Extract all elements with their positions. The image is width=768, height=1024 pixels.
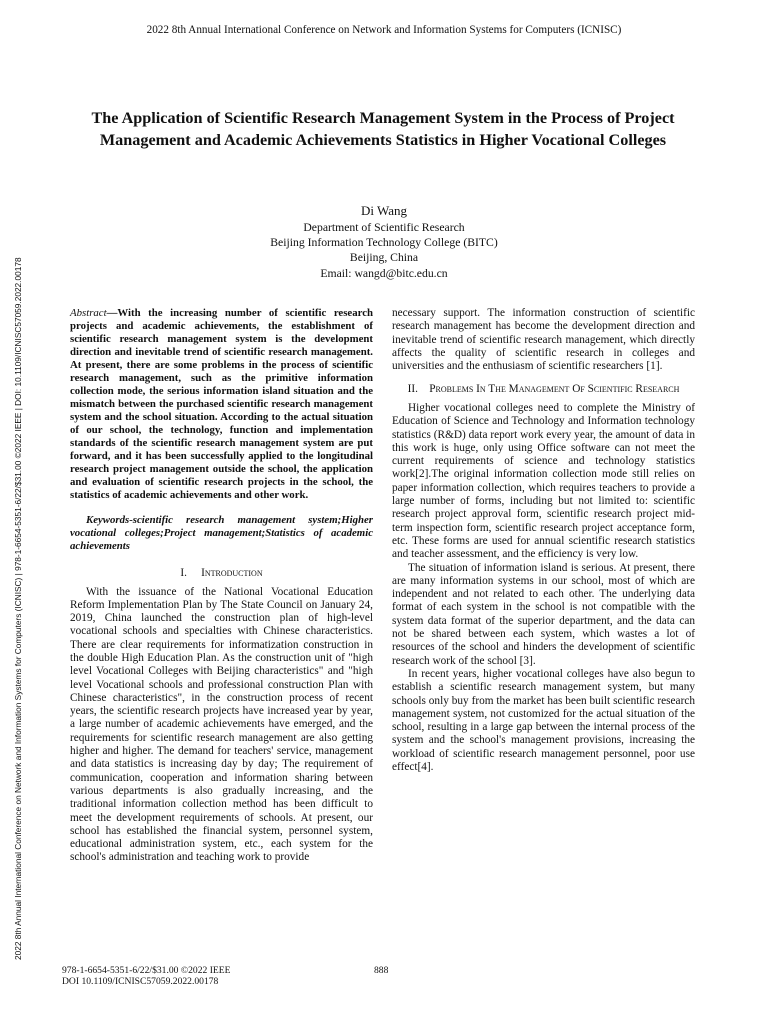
abstract-text: —With the increasing number of scientific research projects and academic achievements, the establishment of scientific research management system is the development direction and inevitable trend of scientific research management. At present, there are some problems in the process of scientific research management, such as the primitive information collection mode, the serious information island situation and the mismatch between the purchased scientific research management system and the school situation. According to the actual situation of our school, the technology, function and implementation standards of the scientific research management system are put forward, and it has been successfully applied to the longitudinal research project management outside the school, the application and evaluation of scientific research projects in the school, the statistics of academic achievements and other work. (70, 307, 373, 501)
author-department: Department of Scientific Research (303, 221, 465, 234)
left-column (70, 307, 373, 865)
footer-isbn: 978-1-6654-5351-6/22/$31.00 ©2022 IEEE (62, 965, 231, 976)
section-heading-introduction (70, 567, 373, 581)
section-title: Introduction (201, 567, 263, 579)
footer-copyright (62, 965, 231, 987)
section-title: Problems In The Management Of Scientific Research (429, 383, 680, 396)
author-location: Beijing, China (349, 251, 419, 265)
section-number: I. (180, 567, 187, 579)
author-block (0, 202, 768, 281)
keywords: Keywords-scientific research management system;Higher vocational colleges;Project management;Statistics of academic achievements (70, 514, 373, 552)
page-number: 888 (374, 965, 389, 976)
side-citation-text: 2022 8th Annual International Conference on Network and Information Systems for Computers (ICNISC) | 978-1-6654-5351-6/22/$31.00 ©2022 IEEE | DOI: 10.1109/ICNISC57059.2022.00178 (13, 257, 23, 960)
right-column (392, 307, 695, 774)
conference-header: 2022 8th Annual International Conference on Network and Information Systems for Computers (ICNISC) (146, 24, 622, 36)
paragraph: necessary support. The information construction of scientific research management has become the development direction and inevitable trend of scientific research management, which directly affects the quality of scientific research in colleges and universities and the enthusiasm of scientific researchers [1]. (392, 307, 695, 373)
author-email: Email: wangd@bitc.edu.cn (320, 266, 448, 280)
paper-title: The Application of Scientific Research Management System in the Process of Project Management and Academic Achievements Statistics in Higher Vocational Colleges (91, 109, 675, 149)
paragraph: The situation of information island is serious. At present, there are many information systems in our school, most of which are independent and not related to each other. The underlying data format of each system in the school is not compatible with the system data format of the superior department, and the data can not be shared between each system, which wastes a lot of resources of the school and hinders the development of scientific research work of the school [3]. (392, 561, 695, 667)
paragraph: With the issuance of the National Vocational Education Reform Implementation Plan by The State Council on January 24, 2019, China launched the construction plan of high-level vocational schools and specialties with Chinese characteristics. There are clear requirements for informatization construction in the double High Education Plan. As the construction unit of "high level Vocational Colleges with Beijing characteristics" and "high level Vocational schools and professional construction Plan with Chinese characteristics", in the construction process of recent years, the scientific research projects have increased year by year, a large number of academic achievements have emerged, and the requirements for scientific research management are also getting higher and higher. The demand for teachers' service, management and data statistics is increasing day by day; The requirement of communication, cooperation and information sharing between various departments is also gradually increasing, and the traditional information collection method has been difficult to meet the development requirements of schools. At present, our school has established the financial system, personnel system, educational administration system, etc., each system for the school's administration and teaching work to provide (70, 585, 373, 864)
paragraph: In recent years, higher vocational colleges have also begun to establish a scientific research management system, but many schools only buy from the market has been built scientific research management system, not customized for the actual situation of the school, resulting in a large gap between the internal process of the system and the school's management provisions, increasing the workload of scientific research management personnel, poor use effect[4]. (392, 667, 695, 773)
author-institution: Beijing Information Technology College (BITC) (270, 236, 498, 250)
section-heading-problems (392, 383, 695, 397)
abstract (70, 307, 373, 502)
author-name: Di Wang (360, 203, 407, 218)
section-number: II. (407, 383, 418, 396)
abstract-label: Abstract (70, 307, 107, 319)
footer-doi: DOI 10.1109/ICNISC57059.2022.00178 (62, 976, 219, 987)
paragraph: Higher vocational colleges need to complete the Ministry of Education of Science and Technology and Information technology statistics (R&D) data report work every year, the amount of data in this work is huge, only using Office software can not meet the current requirements of science and technology statistics work[2].The original information collection mode still relies on paper information collection, which requires teachers to provide a large number of forms, including but not limited to: scientific research project approval form, scientific research project mid-term inspection form, scientific research project acceptance form, etc. These forms are used for annual scientific research statistics and teacher assessment, and the efficiency is very low. (392, 401, 695, 561)
